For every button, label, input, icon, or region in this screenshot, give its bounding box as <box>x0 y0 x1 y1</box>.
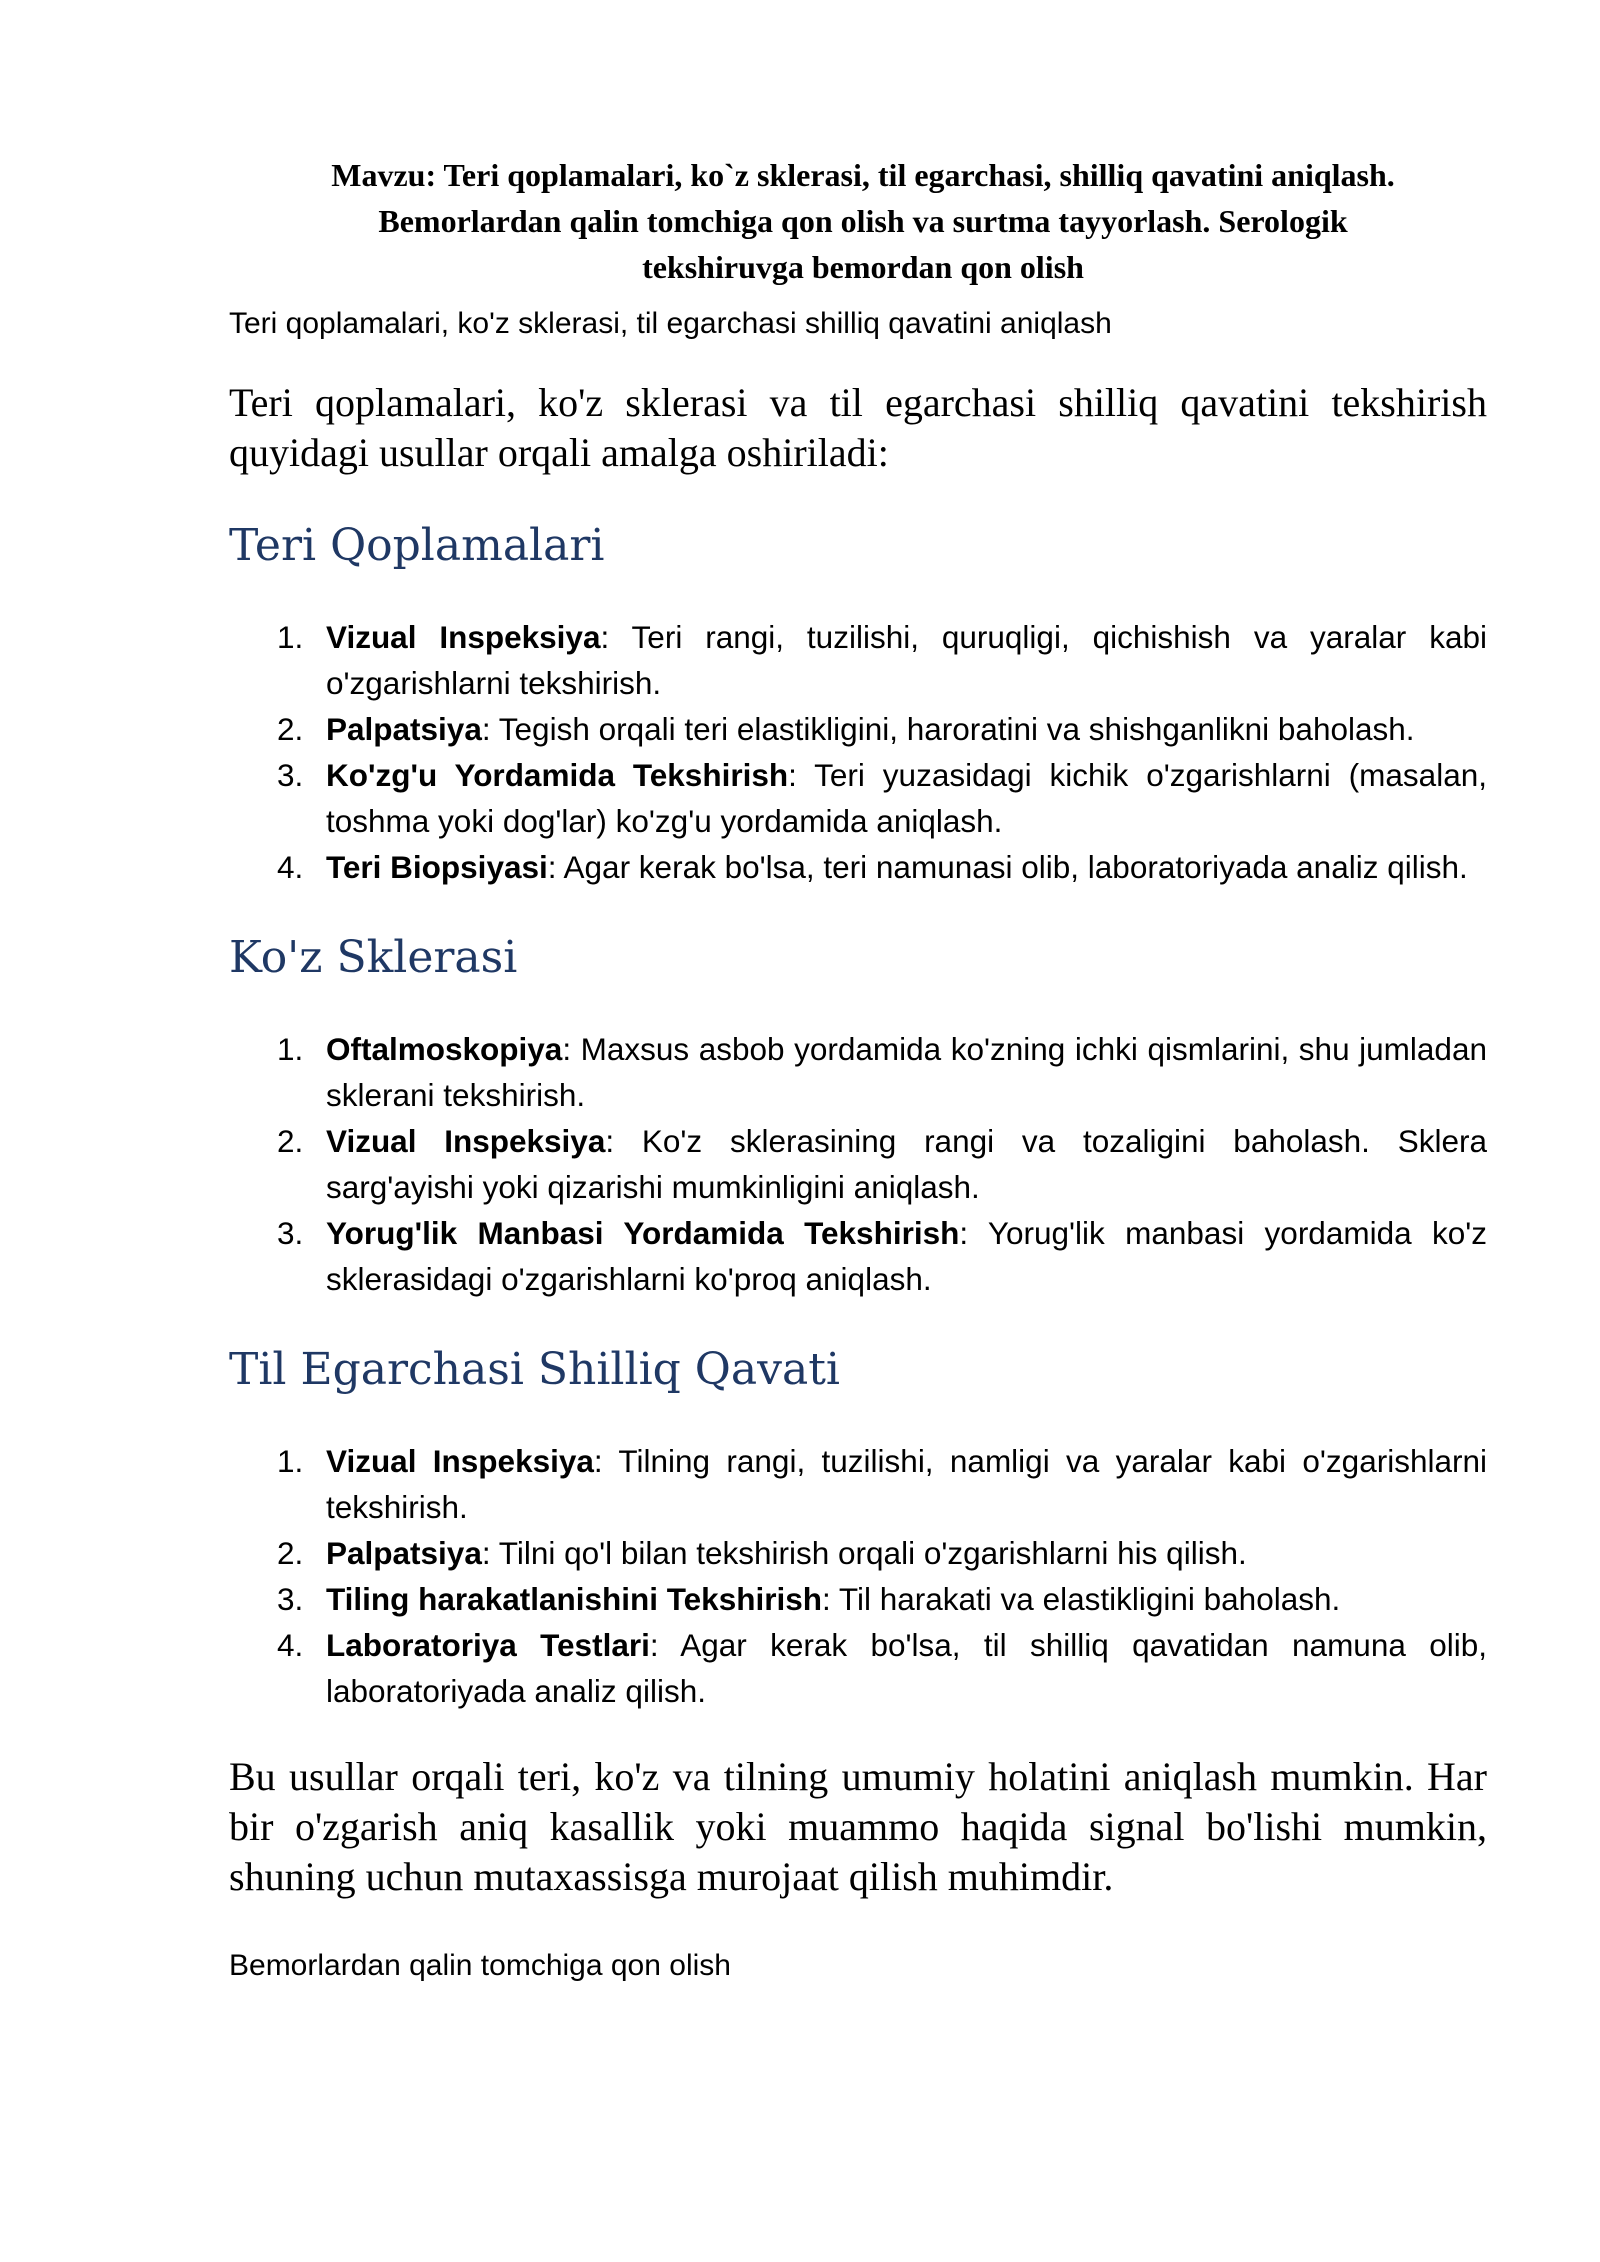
list-number: 2. <box>277 1123 304 1159</box>
list-text: : Ko'z sklerasining rangi va tozaligini baholash. Sklera sarg'ayishi yoki qizarishi mumkinligini aniqlash. <box>326 1123 1487 1205</box>
list-number: 1. <box>277 619 304 655</box>
list-term: Vizual Inspeksiya <box>326 1443 594 1479</box>
list-item <box>229 1622 1487 1714</box>
section-list-teri <box>229 614 1487 890</box>
list-text: : Tilni qo'l bilan tekshirish orqali o'zgarishlarni his qilish. <box>481 1535 1247 1571</box>
list-number: 3. <box>277 1581 304 1617</box>
list-term: Yorug'lik Manbasi Yordamida Tekshirish <box>326 1215 960 1251</box>
list-term: Palpatsiya <box>326 1535 482 1571</box>
list-number: 2. <box>277 1535 304 1571</box>
list-item <box>229 1576 1487 1622</box>
list-text: : Til harakati va elastikligini baholash. <box>821 1581 1341 1617</box>
list-term: Ko'zg'u Yordamida Tekshirish <box>326 757 789 793</box>
list-text: : Tegish orqali teri elastikligini, haroratini va shishganlikni baholash. <box>481 711 1415 747</box>
list-term: Teri Biopsiyasi <box>326 849 548 885</box>
list-number: 1. <box>277 1031 304 1067</box>
conclusion-paragraph: Bu usullar orqali teri, ko'z va tilning umumiy holatini aniqlash mumkin. Har bir o'zgarish aniq kasallik yoki muammo haqida signal bo'lishi mumkin, shuning uchun mutaxassisga murojaat qilish muhimdir. <box>229 1754 1487 1899</box>
title-line: Bemorlardan qalin tomchiga qon olish va surtma tayyorlash. Serologik <box>378 203 1348 239</box>
list-item <box>229 844 1487 890</box>
next-topic-line: Bemorlardan qalin tomchiga qon olish <box>229 1949 731 1982</box>
section-list-til <box>229 1438 1487 1714</box>
list-number: 4. <box>277 849 304 885</box>
list-number: 3. <box>277 1215 304 1251</box>
intro-paragraph: Teri qoplamalari, ko'z sklerasi va til egarchasi shilliq qavatini tekshirish quyidagi usullar orqali amalga oshiriladi: <box>229 380 1487 475</box>
list-term: Palpatsiya <box>326 711 482 747</box>
list-text: : Maxsus asbob yordamida ko'zning ichki qismlarini, shu jumladan sklerani tekshirish. <box>326 1031 1487 1113</box>
list-term: Laboratoriya Testlari <box>326 1627 650 1663</box>
section-heading-teri: Teri Qoplamalari <box>229 520 605 571</box>
list-item <box>229 1210 1487 1302</box>
document-title <box>229 152 1497 290</box>
list-text: : Tilning rangi, tuzilishi, namligi va yaralar kabi o'zgarishlarni tekshirish. <box>326 1443 1487 1525</box>
list-text: : Teri rangi, tuzilishi, quruqligi, qichishish va yaralar kabi o'zgarishlarni tekshirish. <box>326 619 1487 701</box>
list-item <box>229 1118 1487 1210</box>
list-item <box>229 706 1487 752</box>
list-item <box>229 1530 1487 1576</box>
list-term: Tiling harakatlanishini Tekshirish <box>326 1581 822 1617</box>
list-text: : Agar kerak bo'lsa, til shilliq qavatidan namuna olib, laboratoriyada analiz qilish. <box>326 1627 1487 1709</box>
list-number: 1. <box>277 1443 304 1479</box>
list-number: 3. <box>277 757 304 793</box>
section-heading-til: Til Egarchasi Shilliq Qavati <box>229 1344 840 1395</box>
title-line: Mavzu: Teri qoplamalari, ko`z sklerasi, til egarchasi, shilliq qavatini aniqlash. <box>331 157 1395 193</box>
list-item <box>229 1438 1487 1530</box>
title-line: tekshiruvga bemordan qon olish <box>642 249 1084 285</box>
subtitle: Teri qoplamalari, ko'z sklerasi, til egarchasi shilliq qavatini aniqlash <box>229 307 1112 340</box>
list-text: : Agar kerak bo'lsa, teri namunasi olib, laboratoriyada analiz qilish. <box>547 849 1468 885</box>
list-text: : Teri yuzasidagi kichik o'zgarishlarni (masalan, toshma yoki dog'lar) ko'zg'u yordamida aniqlash. <box>326 757 1487 839</box>
section-heading-koz: Ko'z Sklerasi <box>229 932 518 983</box>
list-number: 2. <box>277 711 304 747</box>
section-list-koz <box>229 1026 1487 1302</box>
list-term: Vizual Inspeksiya <box>326 619 601 655</box>
list-term: Oftalmoskopiya <box>326 1031 563 1067</box>
list-text: : Yorug'lik manbasi yordamida ko'z sklerasidagi o'zgarishlarni ko'proq aniqlash. <box>326 1215 1487 1297</box>
list-term: Vizual Inspeksiya <box>326 1123 606 1159</box>
list-item <box>229 614 1487 706</box>
list-number: 4. <box>277 1627 304 1663</box>
list-item <box>229 752 1487 844</box>
list-item <box>229 1026 1487 1118</box>
